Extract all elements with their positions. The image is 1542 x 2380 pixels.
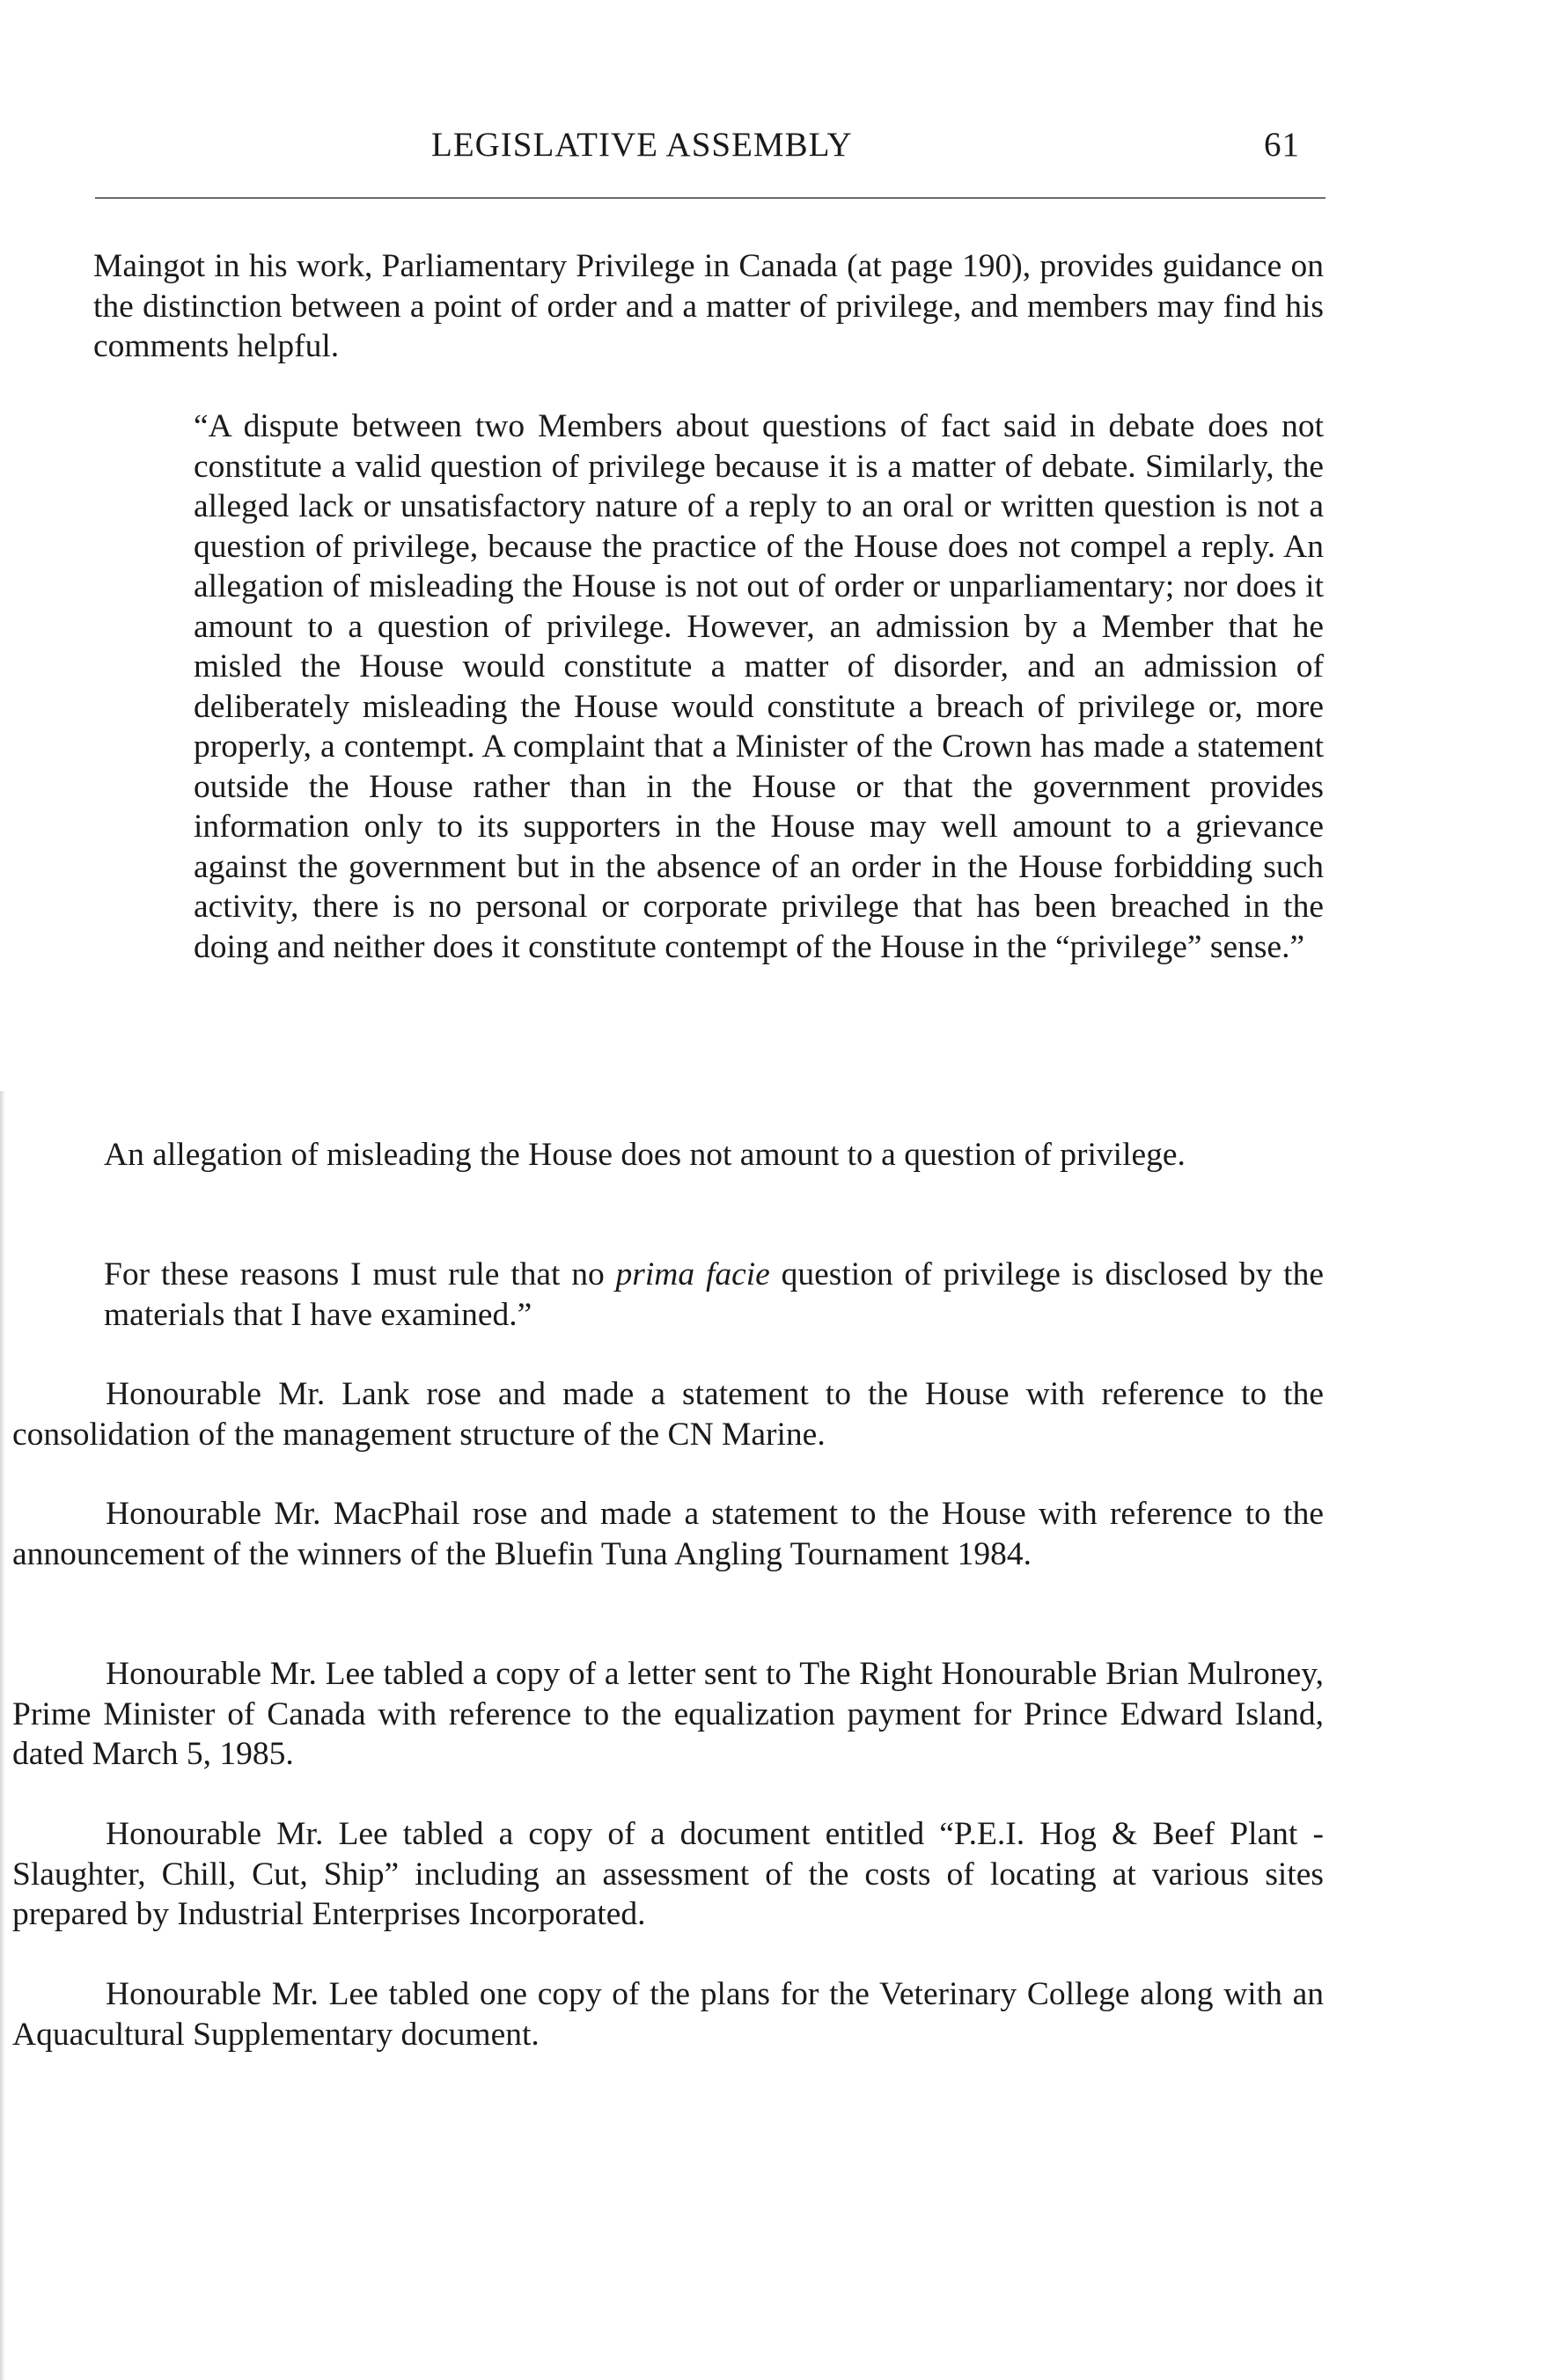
ruling-text-end: question of privilege is disclosed by the materials that I have examined.” xyxy=(104,1256,1324,1333)
running-title: LEGISLATIVE ASSEMBLY xyxy=(431,126,853,164)
lank-statement-paragraph: Honourable Mr. Lank rose and made a statement to the House with reference to the consolidation of the management structure of the CN Marine. xyxy=(12,1376,1324,1453)
page-number: 61 xyxy=(1264,126,1300,164)
running-header xyxy=(0,125,1542,178)
lee-plans-paragraph: Honourable Mr. Lee tabled one copy of the plans for the Veterinary College along with an Aquacultural Supplementary document. xyxy=(12,1976,1324,2053)
page-binding-shadow xyxy=(0,1091,5,2380)
maingot-quotation: “A dispute between two Members about questions of fact said in debate does not constitute a valid question of privilege because it is a matter of debate. Similarly, the alleged lack or unsatisfactory nature of a reply to an oral or written question is not a question of privilege, because the practice of the House does not compel a reply. An allegation of misleading the House is not out of order or unparliamentary; nor does it amount to a question of privilege. However, an admission by a Member that he misled the House would constitute a matter of disorder, and an admission of deliberately misleading the House would constitute a breach of privilege or, more properly, a contempt. A complaint that a Minister of the Crown has made a statement outside the House rather than in the House or that the government provides information only to its supporters in the House may well amount to a grievance against the government but in the absence of an order in the House forbidding such activity, there is no personal or corporate privilege that has been breached in the doing and neither does it constitute contempt of the House in the “privilege” sense.” xyxy=(194,408,1324,965)
intro-paragraph: Maingot in his work, Parliamentary Privilege in Canada (at page 190), provides guidance on the distinction between a point of order and a matter of privilege, and members may find his comments helpful. xyxy=(93,248,1324,364)
macphail-statement-paragraph: Honourable Mr. MacPhail rose and made a statement to the House with reference to the announcement of the winners of the Bluefin Tuna Angling Tournament 1984. xyxy=(12,1496,1324,1572)
ruling-italic-term: prima facie xyxy=(615,1256,770,1293)
ruling-paragraph xyxy=(104,1255,1324,1335)
lee-letter-paragraph: Honourable Mr. Lee tabled a copy of a letter sent to The Right Honourable Brian Mulroney, Prime Minister of Canada with reference to the equalization payment for Prince Edward Island, dated March 5, 1985. xyxy=(12,1656,1324,1772)
header-rule xyxy=(95,197,1325,199)
allegation-paragraph: An allegation of misleading the House does not amount to a question of privilege. xyxy=(104,1137,1186,1173)
ruling-text-start: For these reasons I must rule that no xyxy=(104,1256,616,1293)
lee-document-paragraph: Honourable Mr. Lee tabled a copy of a document entitled “P.E.I. Hog & Beef Plant - Slaughter, Chill, Cut, Ship” including an assessment of the costs of locating at various sites prepared by Industrial Enterprises Incorporated. xyxy=(12,1816,1324,1932)
